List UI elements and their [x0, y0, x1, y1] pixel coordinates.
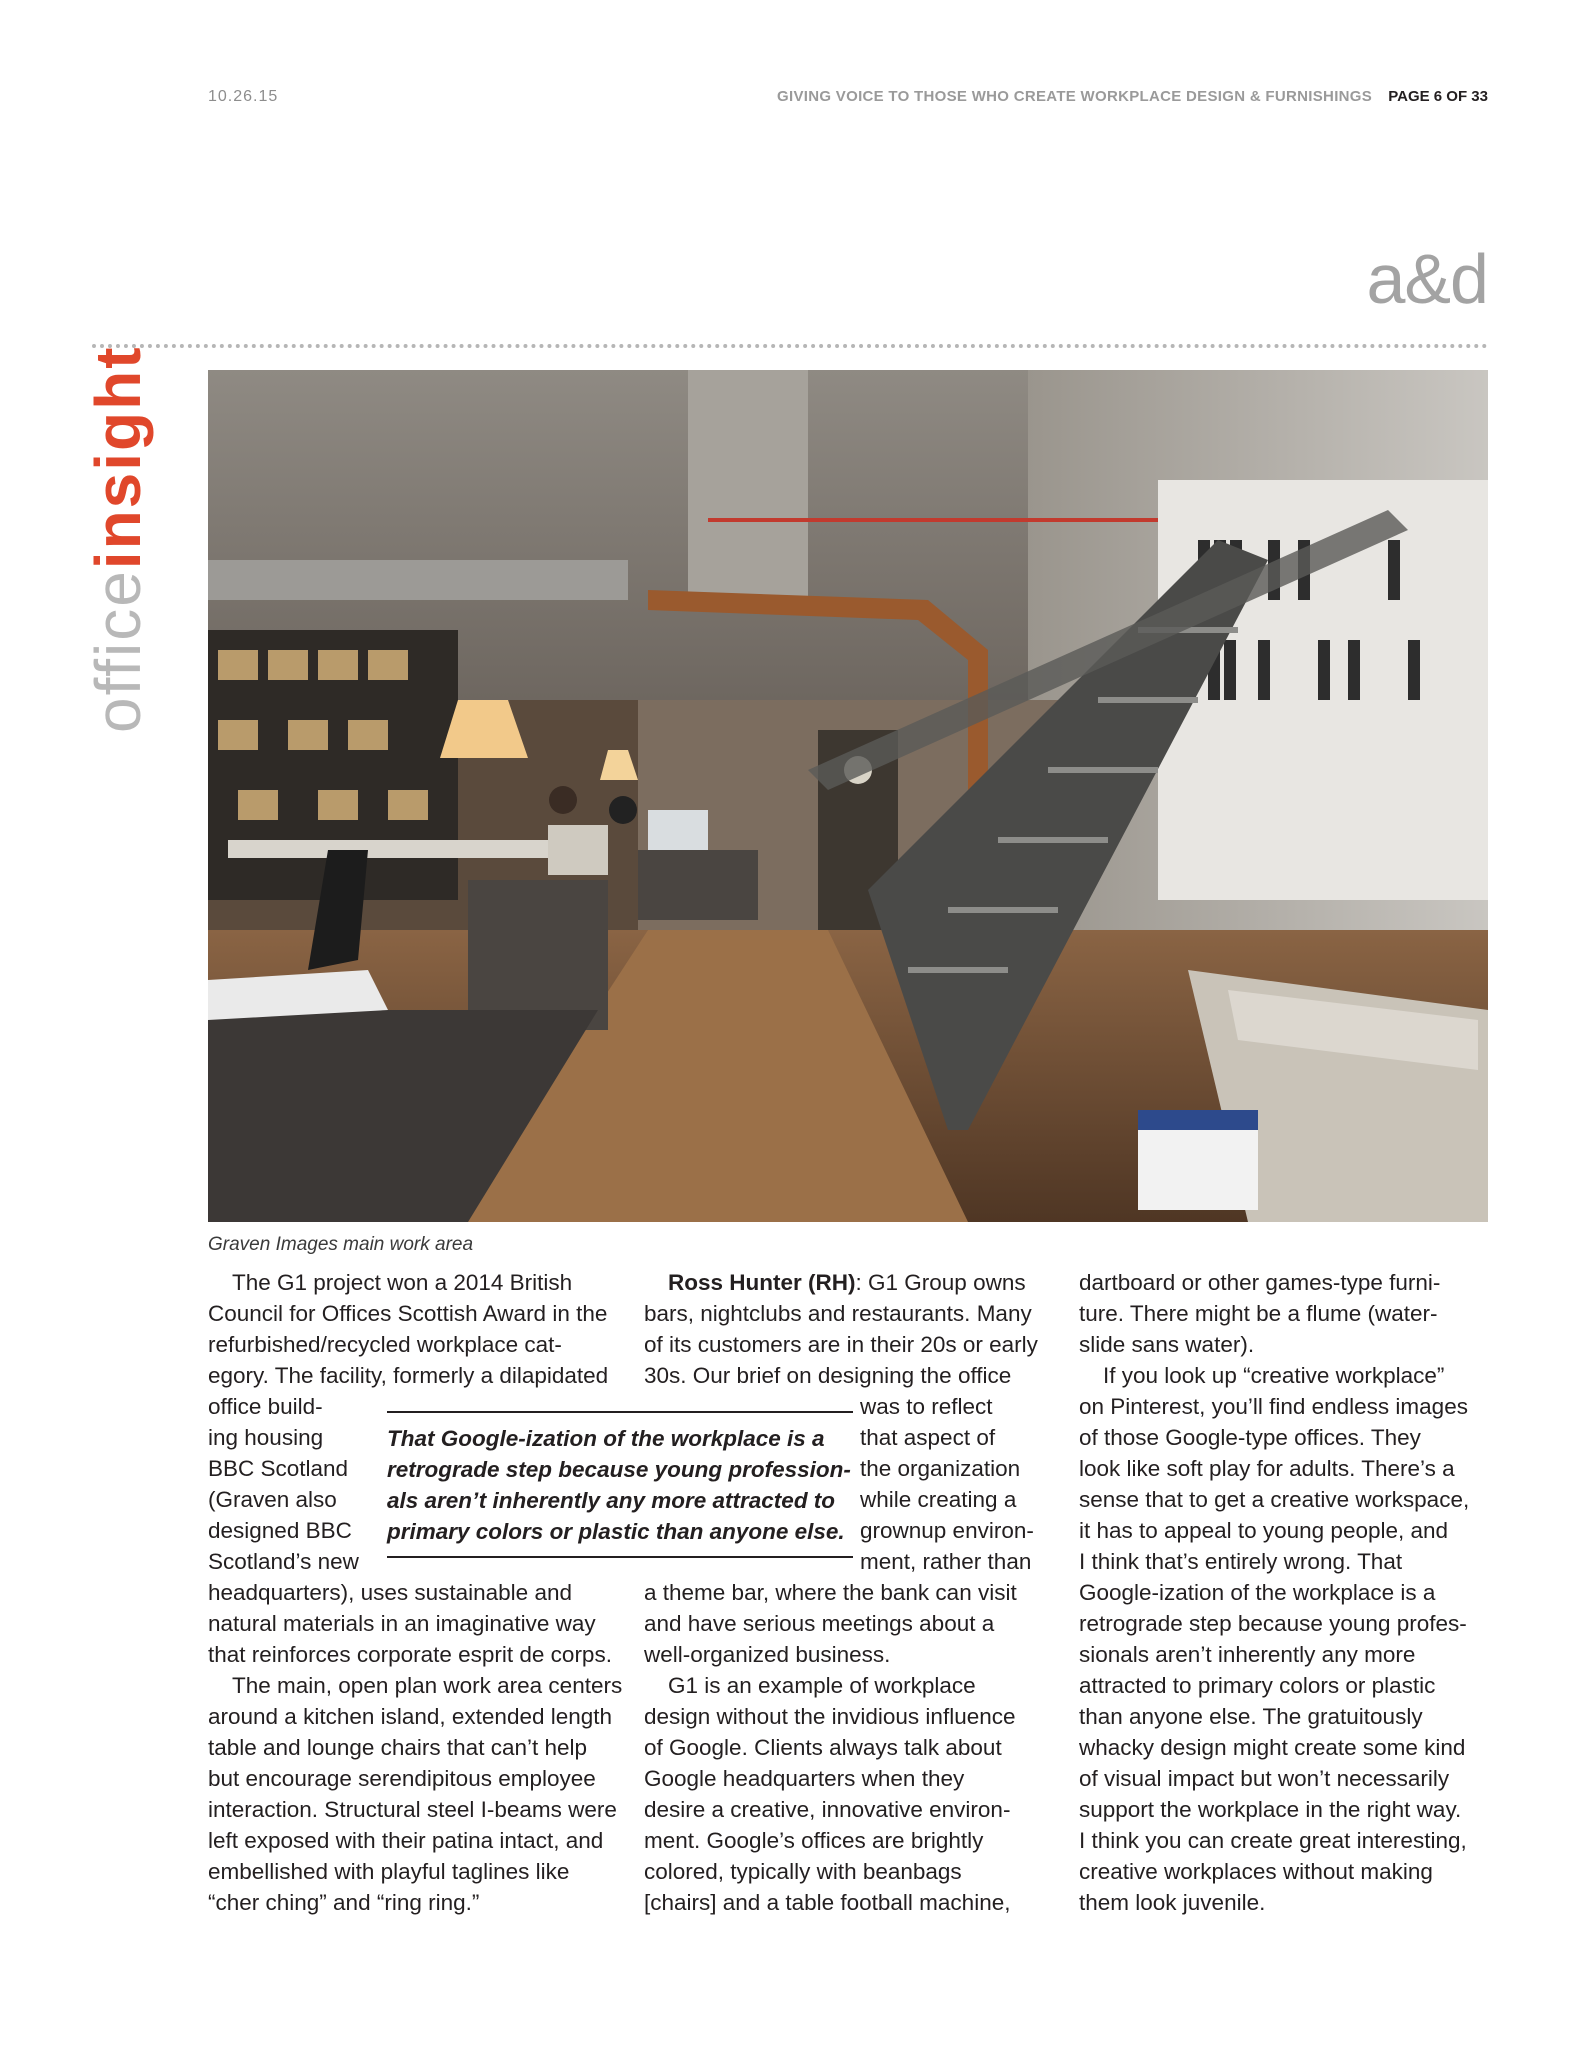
text-line: look like soft play for adults. There’s a — [1079, 1456, 1455, 1481]
text-line: than anyone else. The gratuitously — [1079, 1704, 1423, 1729]
pull-quote-line: retrograde step because young profession- — [387, 1457, 851, 1482]
text-line: grownup environ- — [860, 1518, 1034, 1543]
text-line: designed BBC — [208, 1518, 352, 1543]
text-line: a theme bar, where the bank can visit — [644, 1580, 1017, 1605]
text-line: office build- — [208, 1394, 323, 1419]
text-line: whacky design might create some kind — [1079, 1735, 1466, 1760]
text-line: ment. Google’s offices are brightly — [644, 1828, 984, 1853]
text-line: (Graven also — [208, 1487, 337, 1512]
text-line: well-organized business. — [644, 1642, 891, 1667]
text-line: BBC Scotland — [208, 1456, 349, 1481]
text-line: ing housing — [208, 1425, 324, 1450]
text-line: G1 is an example of workplace — [668, 1673, 976, 1698]
publication-logo — [82, 345, 154, 733]
logo-insight: insight — [82, 345, 154, 570]
text-line: retrograde step because young profes- — [1079, 1611, 1467, 1636]
text-line: natural materials in an imaginative way — [208, 1611, 596, 1636]
article-column-3 — [1079, 1267, 1491, 1918]
dotted-divider — [92, 344, 1488, 348]
publication-tagline: GIVING VOICE TO THOSE WHO CREATE WORKPLACE DESIGN & FURNISHINGS — [777, 88, 1373, 105]
text-line: sionals aren’t inherently any more — [1079, 1642, 1416, 1667]
text-line: I think that’s entirely wrong. That — [1079, 1549, 1403, 1574]
text-line: creative workplaces without making — [1079, 1859, 1433, 1884]
photo-caption: Graven Images main work area — [208, 1234, 474, 1255]
text-line: while creating a — [860, 1487, 1017, 1512]
issue-date: 10.26.15 — [208, 88, 279, 105]
text-line: desire a creative, innovative environ- — [644, 1797, 1011, 1822]
text-line: interaction. Structural steel I-beams were — [208, 1797, 617, 1822]
text-line: Scotland’s new — [208, 1549, 359, 1574]
text-line: that reinforces corporate esprit de corps. — [208, 1642, 612, 1667]
pull-quote — [387, 1411, 853, 1558]
text-line: 30s. Our brief on designing the office — [644, 1363, 1012, 1388]
text-line: dartboard or other games-type furni- — [1079, 1270, 1441, 1295]
text-line: Google-ization of the workplace is a — [1079, 1580, 1436, 1605]
text-line: sense that to get a creative workspace, — [1079, 1487, 1470, 1512]
text-line: colored, typically with beanbags — [644, 1859, 962, 1884]
article-column-1 — [208, 1267, 628, 1918]
text-line: and have serious meetings about a — [644, 1611, 995, 1636]
text-line: them look juvenile. — [1079, 1890, 1266, 1915]
logo-office: office — [82, 569, 154, 733]
text-line: ment, rather than — [860, 1549, 1032, 1574]
pull-quote-line: That Google-ization of the workplace is a — [387, 1426, 825, 1451]
text-line: was to reflect — [860, 1394, 993, 1419]
text-line: around a kitchen island, extended length — [208, 1704, 613, 1729]
text-line: that aspect of — [860, 1425, 996, 1450]
text-line: I think you can create great interesting, — [1079, 1828, 1467, 1853]
text-line: [chairs] and a table football machine, — [644, 1890, 1011, 1915]
speaker-name: Ross Hunter (RH) — [668, 1270, 856, 1295]
text-line: Google headquarters when they — [644, 1766, 965, 1791]
text-line: refurbished/recycled workplace cat- — [208, 1332, 562, 1357]
text-line: of visual impact but won’t necessarily — [1079, 1766, 1450, 1791]
text-line: design without the invidious influence — [644, 1704, 1016, 1729]
text-line: embellished with playful taglines like — [208, 1859, 570, 1884]
text-line: table and lounge chairs that can’t help — [208, 1735, 588, 1760]
text-line: attracted to primary colors or plastic — [1079, 1673, 1436, 1698]
pull-quote-line: primary colors or plastic than anyone else. — [387, 1519, 845, 1544]
text-fragment: : G1 Group owns — [855, 1270, 1026, 1295]
text-line: The G1 project won a 2014 British — [232, 1270, 573, 1295]
text-line: Council for Offices Scottish Award in the — [208, 1301, 608, 1326]
text-line: the organization — [860, 1456, 1021, 1481]
running-header — [777, 88, 1488, 105]
text-line: left exposed with their patina intact, and — [208, 1828, 604, 1853]
office-photo — [208, 370, 1488, 1222]
text-line: bars, nightclubs and restaurants. Many — [644, 1301, 1032, 1326]
text-line: If you look up “creative workplace” — [1103, 1363, 1445, 1388]
section-tag: a&d — [1366, 240, 1488, 318]
text-line: but encourage serendipitous employee — [208, 1766, 596, 1791]
interview-first-line — [644, 1267, 1064, 1298]
text-line: of Google. Clients always talk about — [644, 1735, 1002, 1760]
text-line: of its customers are in their 20s or early — [644, 1332, 1038, 1357]
text-line: ture. There might be a flume (water- — [1079, 1301, 1438, 1326]
page-number: PAGE 6 OF 33 — [1388, 88, 1488, 105]
text-line: support the workplace in the right way. — [1079, 1797, 1462, 1822]
pull-quote-line: als aren’t inherently any more attracted to — [387, 1488, 836, 1513]
text-line: egory. The facility, formerly a dilapidated — [208, 1363, 609, 1388]
text-line: slide sans water). — [1079, 1332, 1255, 1357]
text-line: of those Google-type offices. They — [1079, 1425, 1421, 1450]
office-photo-illustration — [208, 370, 1488, 1222]
text-line: on Pinterest, you’ll find endless images — [1079, 1394, 1468, 1419]
text-line: it has to appeal to young people, and — [1079, 1518, 1449, 1543]
text-line: The main, open plan work area centers — [232, 1673, 623, 1698]
text-line: headquarters), uses sustainable and — [208, 1580, 572, 1605]
article-column-2 — [644, 1267, 1064, 1918]
text-line: “cher ching” and “ring ring.” — [208, 1890, 480, 1915]
